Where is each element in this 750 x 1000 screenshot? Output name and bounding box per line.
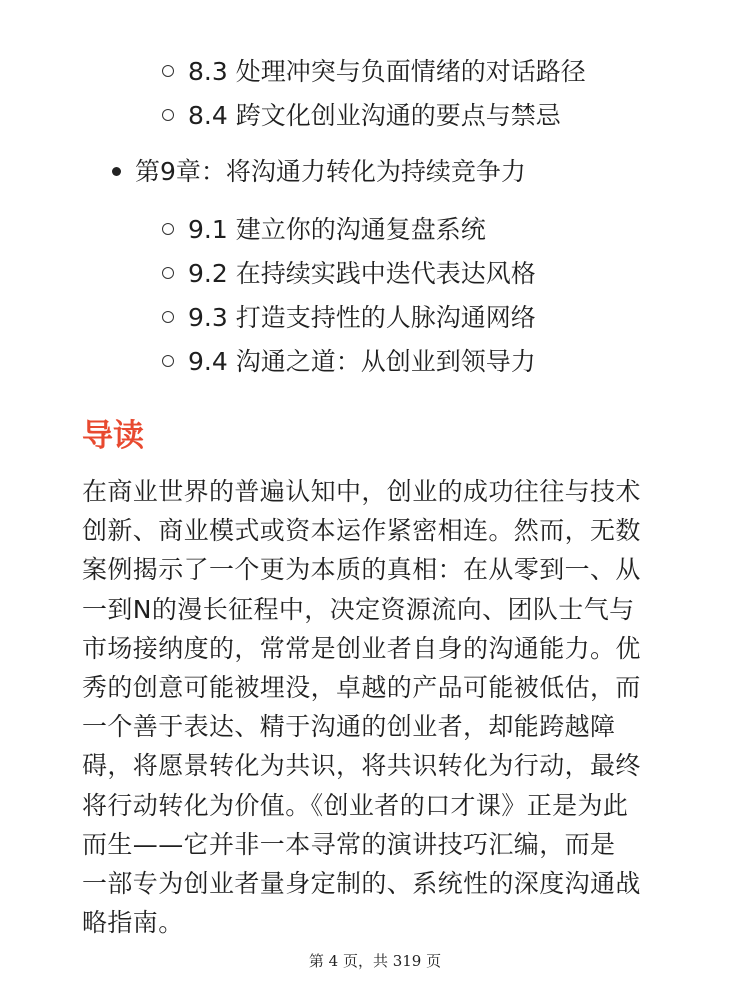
toc-item-label: 8.4 跨文化创业沟通的要点与禁忌: [188, 101, 561, 130]
hollow-circle-bullet-icon: [162, 65, 174, 77]
paragraph-line: 一个善于表达、精于沟通的创业者，却能跨越障: [82, 712, 616, 742]
toc-item-9-4[interactable]: [162, 345, 536, 379]
paragraph-line: 而生——它并非一本寻常的演讲技巧汇编，而是: [82, 829, 616, 859]
section-heading: 导读: [82, 418, 144, 454]
toc-item-8-4[interactable]: [162, 99, 561, 133]
toc-item-9-3[interactable]: [162, 301, 536, 335]
paragraph-line: 略指南。: [82, 908, 184, 938]
paragraph-line: 秀的创意可能被埋没，卓越的产品可能被低估，而: [82, 673, 641, 703]
toc-item-label: 9.3 打造支持性的人脉沟通网络: [188, 303, 536, 332]
paragraph-line: 碍，将愿景转化为共识，将共识转化为行动，最终: [82, 751, 641, 781]
paragraph-line: 在商业世界的普遍认知中，创业的成功往往与技术: [82, 477, 641, 506]
hollow-circle-bullet-icon: [162, 267, 174, 279]
paragraph-line: 创新、商业模式或资本运作紧密相连。然而，无数: [82, 516, 641, 546]
toc-chapter-9[interactable]: [112, 155, 526, 189]
paragraph-line: 市场接纳度的，常常是创业者自身的沟通能力。优: [82, 633, 641, 663]
toc-item-label: 9.4 沟通之道：从创业到领导力: [188, 347, 536, 376]
toc-item-9-1[interactable]: [162, 213, 486, 247]
hollow-circle-bullet-icon: [162, 355, 174, 367]
toc-item-9-2[interactable]: [162, 257, 536, 291]
paragraph-line: 一部专为创业者量身定制的、系统性的深度沟通战: [82, 869, 641, 899]
page-number-footer: 第 4 页，共 319 页: [308, 952, 442, 970]
paragraph-line: 一到N的漫长征程中，决定资源流向、团队士气与: [82, 594, 635, 624]
hollow-circle-bullet-icon: [162, 311, 174, 323]
paragraph-line: 将行动转化为价值。《创业者的口才课》正是为此: [82, 790, 629, 820]
toc-item-label: 8.3 处理冲突与负面情绪的对话路径: [188, 57, 586, 86]
filled-circle-bullet-icon: [112, 167, 121, 176]
toc-item-label: 9.1 建立你的沟通复盘系统: [188, 215, 486, 244]
paragraph-line: 案例揭示了一个更为本质的真相：在从零到一、从: [82, 555, 641, 585]
intro-paragraph: [82, 472, 682, 942]
toc-item-label: 9.2 在持续实践中迭代表达风格: [188, 259, 536, 288]
hollow-circle-bullet-icon: [162, 109, 174, 121]
toc-chapter-label: 第9章：将沟通力转化为持续竞争力: [135, 157, 526, 186]
hollow-circle-bullet-icon: [162, 223, 174, 235]
toc-item-8-3[interactable]: [162, 55, 586, 89]
